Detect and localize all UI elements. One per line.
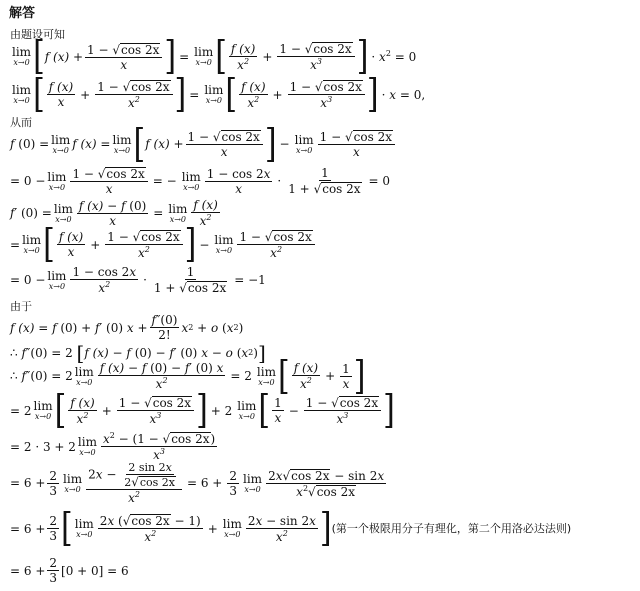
equation-line-2: lim x→0 [ f (x) x + 1 − √ cos 2x $x^2$ ] = lim x→0 [ f (x) $x^2$ + 1 − √ cos 2x $x^3$ ] · x = 0, — [12, 71, 426, 118]
equation-line-14: = 6 + 2 3 [ lim x→0 2x ( √ cos 2x − 1) $x^2$ + lim x→0 2x − sin 2x $x^2$ ] (第一个极限用分子有理化，第二个用洛必达法则) — [10, 505, 572, 552]
lim-operator: lim x→0 — [12, 45, 32, 67]
congcong-text: 从而 — [10, 116, 32, 129]
method-note: (第一个极限用分子有理化，第二个用洛必达法则) — [331, 522, 572, 535]
equation-line-12: = 2 · 3 + 2 lim x→0 $x^2 - (1$ − √ cos 2x ) $x^3$ — [10, 431, 216, 462]
equation-line-5: f ′ (0) = lim x→0 $\frac{f (x) - f (0)}{x}$ = lim x→0 f (x) $x^2$ — [10, 198, 218, 228]
equation-line-11: = 2 lim x→0 [ f (x) $x^2$ + 1 − √ cos 2x $x^3$ ] + 2 lim x→0 [ 1 x − 1 − √ cos 2x $x^3$ ] — [10, 387, 395, 434]
equation-line-6: = lim x→0 [ f (x) x + 1 − √ cos 2x $x^2$ ] − lim x→0 1 − √ cos 2x $x^2$ — [10, 230, 317, 259]
youyu-text: 由于 — [10, 300, 32, 313]
answer-header: 解答 — [9, 6, 36, 21]
equation-line-8: f (x) = f (0) + f ′ (0) x + f″(0) 2! x 2 + o ( x 2 ) — [10, 313, 244, 342]
equation-line-15: = 6 + 2 3 [0 + 0] = 6 — [10, 556, 129, 585]
equation-line-3: f (0) = lim x→0 f (x) = lim x→0 [ f (x) + 1 − √ cos 2x x ] − lim x→0 1 − √ cos 2x x — [10, 130, 397, 158]
equation-line-10: ∴ f ″(0) = 2 lim x→0 $\frac{f (x) - f (0) - f' (0) x}{x^2}$ = 2 lim x→0 [ f (x) $x^2$ + $\frac{1}{x}$ ] — [10, 353, 366, 399]
intro-text: 由题设可知 — [10, 28, 65, 41]
equation-line-13: = 6 + 2 3 lim x→0 2x − 2 sin 2x 2 √ cos 2x $x^2$ = 6 + $\frac{2}{3}$ lim x→0 2x √ cos 2x − sin 2x $x^2$ √ cos 2x — [10, 461, 385, 505]
equation-line-4: = 0 − lim x→0 1 − √ cos 2x x = − lim x→0 1 − cos 2x x · 1 1 + √ cos 2x = 0 — [10, 166, 391, 196]
equation-line-1: lim x→0 [ f (x) + 1 − √ cos 2x x ] = lim x→0 [ f (x) $x^2$ + 1 − √ cos 2x $x^3$ ] · $x^2 = 0$ — [12, 33, 417, 80]
equation-line-7: = 0 − lim x→0 1 − cos 2x $x^2$ · 1 1 + √ cos 2x = −1 — [10, 265, 266, 295]
equation-line-9: ∴ f ″(0) = 2 [ f (x) − f (0) − f ′ (0) x − o ( x 2 ) ] — [10, 341, 266, 365]
